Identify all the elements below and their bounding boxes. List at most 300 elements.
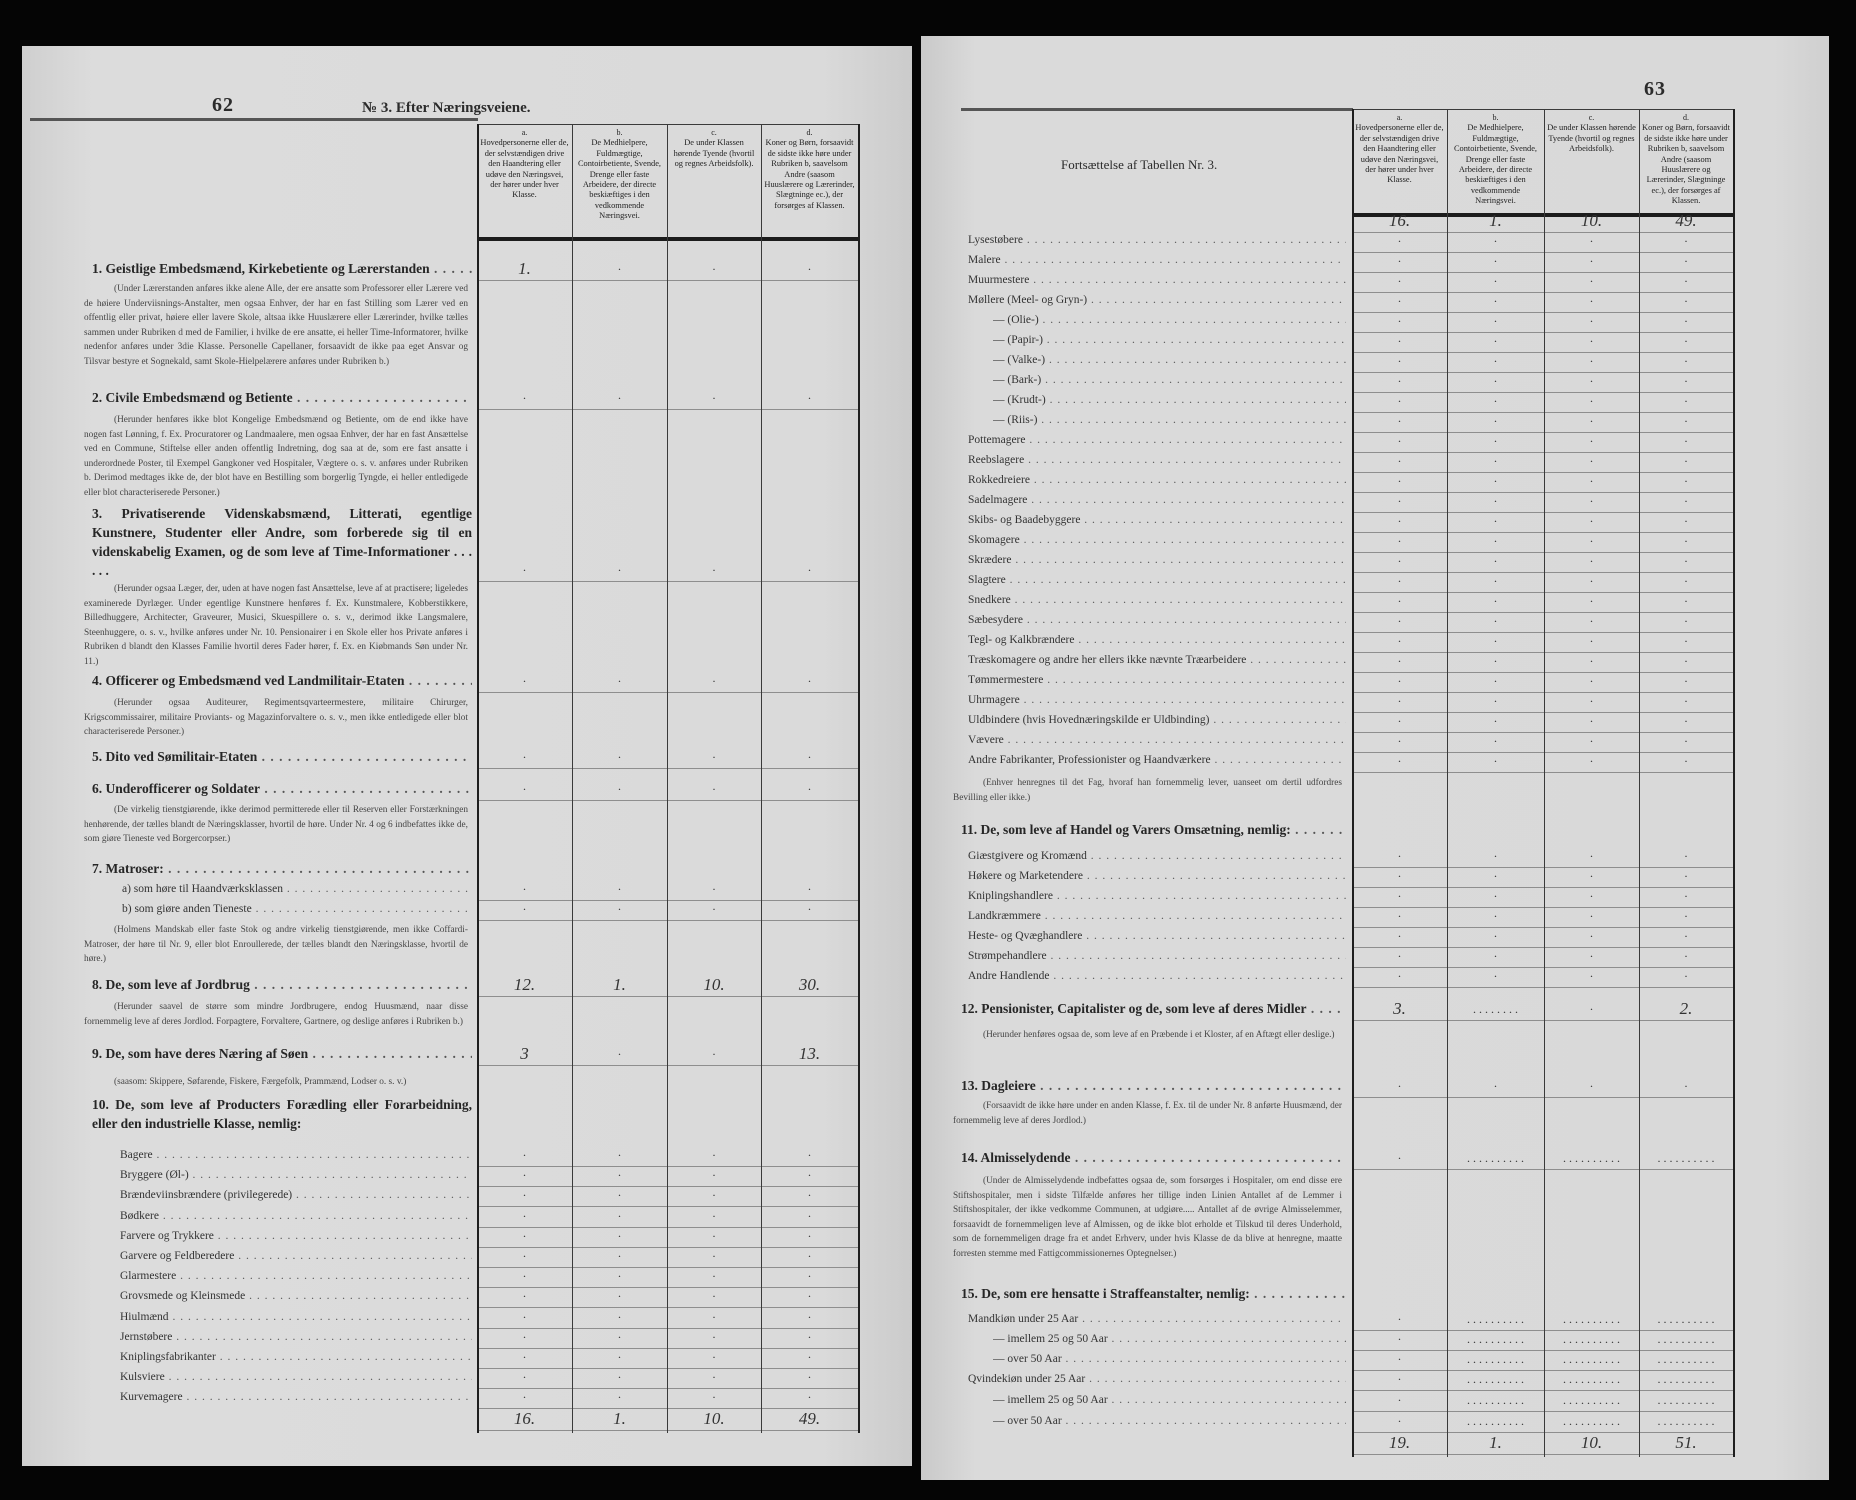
row-rule — [1352, 1097, 1733, 1098]
value-cell-d: · — [807, 1229, 812, 1243]
value-cell-c: · — [712, 1188, 716, 1202]
value-cell-d: . . . . . . . . . . — [1657, 1393, 1715, 1407]
value-cell-c: · — [1589, 889, 1594, 903]
row-label: Jernstøbere . . . — [120, 1328, 472, 1346]
value-cell-a: 19. — [1388, 1433, 1411, 1452]
value-cell-b: · — [617, 1209, 622, 1223]
row-label: 13. Dagleiere . . . — [961, 1077, 1346, 1095]
value-cell-d: · — [807, 1289, 812, 1303]
value-cell-b: . . . . . . . . . . — [1467, 1414, 1524, 1428]
value-cell-c: · — [1589, 734, 1594, 748]
row-label: 9. De, som have deres Næring af Søen . . . — [92, 1045, 472, 1063]
value-cell-a: · — [1397, 1393, 1402, 1407]
value-cell-d: · — [807, 1390, 812, 1404]
value-cell-a: · — [522, 1330, 527, 1344]
value-cell-d: · — [807, 1209, 812, 1223]
left-page — [22, 46, 912, 1466]
row-note: (Enhver henregnes til det Fag, hvoraf han fornemmelig lever, uanseet om dertil udfordres Bevilling eller ikke.) — [953, 778, 1342, 803]
row-label: 6. Underofficerer og Soldater . . . — [92, 780, 472, 798]
row-note: (Herunder ogsaa Auditeurer, Regimentsqvarteermestere, militaire Chirurger, Krigscommissairer, militaire Proviants- og Magazinforvaltere o. s. v., men ikke entledigede eller blot characteriserede Personer.) — [84, 698, 468, 738]
value-cell-d: 2. — [1679, 999, 1693, 1018]
value-cell-a: 3. — [1393, 999, 1406, 1018]
value-cell-d: · — [807, 902, 812, 916]
header-divider — [477, 237, 860, 241]
value-cell-c: . . . . . . . . . . — [1563, 1372, 1620, 1386]
row-label: Brændeviinsbrændere (privilegerede) . . . — [120, 1186, 472, 1204]
value-cell-a: 1. — [518, 259, 531, 278]
value-cell-c: . . . . . . . . . . — [1563, 1393, 1620, 1407]
value-cell-a: · — [522, 1289, 527, 1303]
value-cell-b: · — [1493, 694, 1498, 708]
value-cell-c: 10. — [1580, 211, 1603, 230]
row-label: Strømpehandlere . . . — [968, 947, 1346, 965]
value-cell-d: · — [1684, 889, 1688, 903]
column-letter: a. — [1396, 113, 1403, 122]
row-label: — (Riis-) . . . — [993, 411, 1346, 429]
value-cell-b: · — [617, 1370, 622, 1384]
value-cell-d: · — [1684, 254, 1688, 268]
column-header-text: Koner og Børn, forsaavidt de sidste ikke høre under Rubriken b, saavelsom Andre (saasom Huuslærere og Lærerinder, Slægtninge ec.), der forsørges af Klassen. — [1642, 123, 1730, 206]
row-label: Tegl- og Kalkbrændere . . . — [968, 631, 1346, 649]
value-cell-b: . . . . . . . . . . — [1467, 1312, 1524, 1326]
row-label: 15. De, som ere hensatte i Straffeanstalter, nemlig: . . . — [961, 1285, 1346, 1303]
value-cell-b: · — [617, 882, 622, 896]
value-cell-d: · — [1684, 514, 1688, 528]
value-cell-a: · — [1397, 594, 1402, 608]
column-letter: a. — [521, 128, 528, 137]
value-cell-b: · — [1493, 234, 1498, 248]
value-cell-c: . . . . . . . . . . — [1563, 1312, 1620, 1326]
value-cell-c: · — [1589, 474, 1594, 488]
value-cell-d: · — [1684, 1079, 1688, 1093]
value-cell-b: · — [1493, 514, 1498, 528]
row-label: Uldbindere (hvis Hovednæringskilde er Uldbinding) . . . — [968, 711, 1346, 729]
value-cell-b: . . . . . . . . . . — [1467, 1151, 1524, 1165]
value-cell-d: · — [1684, 949, 1688, 963]
value-cell-c: . . . . . . . . . . — [1563, 1414, 1620, 1428]
row-label: 4. Officerer og Embedsmænd ved Landmilitair-Etaten . . . — [92, 672, 472, 690]
row-note: (Holmens Mandskab eller faste Stok og andre virkelig tienstgiørende, men ikke Coffardi-Matroser, der høre til Nr. 9, eller blot Enroullerede, der tælles blandt den Næringsklasse, hvortil de høre.) — [84, 925, 468, 965]
row-label: 2. Civile Embedsmænd og Betiente . . . — [92, 389, 472, 407]
value-cell-a: · — [1397, 314, 1402, 328]
value-cell-c: · — [712, 1390, 716, 1404]
value-cell-b: · — [617, 750, 622, 764]
value-cell-a: · — [1397, 434, 1402, 448]
column-letter: b. — [616, 128, 623, 137]
value-cell-b: · — [1493, 414, 1498, 428]
row-label: Træskomagere og andre her ellers ikke nævnte Træarbeidere . . . — [968, 651, 1346, 669]
value-cell-a: · — [522, 563, 527, 577]
value-cell-d: · — [1684, 294, 1688, 308]
row-label: Malere . . . — [968, 251, 1346, 269]
value-cell-b: · — [1493, 674, 1498, 688]
value-cell-b: · — [617, 902, 622, 916]
value-cell-b: · — [1493, 849, 1498, 863]
row-label: Andre Fabrikanter, Professionister og Haandværkere . . . — [968, 751, 1346, 769]
value-cell-b: 1. — [613, 1409, 626, 1428]
row-label: 14. Almisselydende . . . — [961, 1149, 1346, 1167]
value-cell-c: · — [1589, 849, 1594, 863]
value-cell-a: · — [1397, 494, 1402, 508]
column-header-text: De under Klassen hørende Tyende (hvortil og regnes Arbeidsfolk). — [1547, 123, 1636, 154]
value-cell-d: · — [1684, 674, 1688, 688]
value-cell-a: · — [1397, 1151, 1402, 1165]
column-letter: d. — [806, 128, 813, 137]
right-page — [921, 36, 1829, 1480]
value-cell-c: · — [1589, 414, 1594, 428]
value-cell-b: · — [1493, 634, 1498, 648]
value-cell-d: · — [807, 1188, 812, 1202]
value-cell-d: · — [1684, 734, 1688, 748]
value-cell-c: · — [712, 1209, 716, 1223]
row-rule — [1352, 1454, 1733, 1455]
value-cell-d: · — [1684, 354, 1688, 368]
value-cell-a: · — [522, 882, 527, 896]
value-cell-d: · — [1684, 694, 1688, 708]
top-rule — [961, 108, 1353, 111]
value-cell-a: · — [522, 1249, 527, 1263]
value-cell-a: · — [1397, 949, 1402, 963]
value-cell-c: · — [712, 1330, 716, 1344]
value-cell-d: · — [1684, 654, 1688, 668]
value-cell-b: 1. — [1489, 1433, 1502, 1452]
column-letter: c. — [1588, 113, 1595, 122]
column-header-text: De Medhielpere, Fuldmægtige, Contoirbetiente, Svende, Drenge eller faste Arbeidere, der directe beskiæftiges i den vedkommende Næringsvei. — [577, 138, 662, 221]
value-cell-b: · — [617, 1249, 622, 1263]
value-cell-c: · — [1589, 594, 1594, 608]
row-label: Uhrmagere . . . — [968, 691, 1346, 709]
value-cell-a: · — [1397, 474, 1402, 488]
row-label: — (Krudt-) . . . — [993, 391, 1346, 409]
value-cell-a: · — [522, 1370, 527, 1384]
value-cell-c: · — [712, 1168, 716, 1182]
value-cell-a: · — [1397, 869, 1402, 883]
value-cell-d: 13. — [798, 1044, 821, 1063]
table-number: № 3. — [362, 100, 393, 116]
row-label: Tømmermestere . . . — [968, 671, 1346, 689]
value-cell-d: · — [807, 1148, 812, 1162]
column-letter: b. — [1492, 113, 1499, 122]
page-number: 62 — [212, 94, 234, 116]
value-cell-b: · — [617, 1269, 622, 1283]
row-label: Grovsmede og Kleinsmede . . . — [120, 1287, 472, 1305]
value-cell-b: · — [617, 563, 622, 577]
value-cell-d: · — [807, 750, 812, 764]
value-cell-d: · — [1684, 969, 1688, 983]
value-cell-b: . . . . . . . . . . — [1467, 1332, 1524, 1346]
row-label: Hiulmænd . . . — [120, 1308, 472, 1326]
value-cell-a: · — [1397, 294, 1402, 308]
value-cell-c: · — [1589, 1002, 1594, 1016]
value-cell-a: · — [1397, 1079, 1402, 1093]
value-cell-b: · — [1493, 949, 1498, 963]
value-cell-b: . . . . . . . . — [1473, 1002, 1518, 1016]
value-cell-b: · — [1493, 374, 1498, 388]
column-divider — [572, 124, 573, 1433]
value-cell-c: · — [1589, 454, 1594, 468]
value-cell-b: · — [617, 1390, 622, 1404]
row-note: (Herunder ogsaa Læger, der, uden at have nogen fast Ansættelse, leve af at practisere; ligeledes examinerede Dyrlæger. Under egentlige Kunstnere henføres f. Ex. Kunstmalere, Kobberstikkere, Billedhuggere, Architecter, Graveurer, Musici, Skuespillere o. s. v., derimod ikke Langsmalere, Steenhuggere, o. s. v., hvilke anføres under Nr. 10. Pensionairer i en Skole eller hos Private anføres i Rubriken d blandt den Klasses Familie hvortil deres Fader hører, f. Ex. en Kiøbmands Søn under Nr. 11.) — [84, 584, 468, 667]
value-cell-c: · — [1589, 314, 1594, 328]
value-cell-a: · — [1397, 694, 1402, 708]
value-cell-b: · — [617, 674, 622, 688]
value-cell-d: . . . . . . . . . . — [1657, 1312, 1715, 1326]
column-divider — [1544, 109, 1545, 1457]
value-cell-d: · — [1684, 314, 1688, 328]
value-cell-c: · — [712, 1148, 716, 1162]
value-cell-a: · — [522, 1188, 527, 1202]
column-divider — [858, 124, 860, 1433]
row-label: Lysestøbere . . . — [968, 231, 1346, 249]
value-cell-c: · — [1589, 634, 1594, 648]
value-cell-a: · — [1397, 414, 1402, 428]
value-cell-d: · — [1684, 754, 1688, 768]
value-cell-b: · — [1493, 594, 1498, 608]
value-cell-c: · — [1589, 374, 1594, 388]
value-cell-c: · — [712, 391, 716, 405]
column-header-b — [575, 128, 664, 235]
value-cell-c: · — [712, 262, 716, 276]
row-note: (Herunder henføres ikke blot Kongelige Embedsmænd og Betiente, om de end ikke have nogen fast Lønning, f. Ex. Procuratorer og Landmaalere, men ogsaa Enhver, der har en fast Ansættelse ved en Commune, Stiftelse eller anden offentlig Indretning, dog saa at de, som ere fast ansatte i underordnede Poster, til Exempel Gangkoner ved Hospitaler, Vægtere o. s. v. anføres under Rubriken b. Derimod medtages ikke de, der blot have en Bestilling som borgerlig Tyngde, ei heller entledigede eller blot characteriserede Personer.) — [84, 415, 468, 498]
row-rule — [1352, 772, 1733, 773]
value-cell-c: . . . . . . . . . . — [1563, 1352, 1620, 1366]
value-cell-c: · — [712, 782, 716, 796]
table-top-border — [1352, 109, 1733, 110]
value-cell-c: · — [712, 1269, 716, 1283]
value-cell-b: · — [1493, 714, 1498, 728]
value-cell-a: · — [522, 1168, 527, 1182]
value-cell-c: · — [1589, 614, 1594, 628]
value-cell-b: · — [1493, 274, 1498, 288]
value-cell-b: · — [1493, 254, 1498, 268]
column-divider — [477, 124, 479, 1433]
column-header-d — [764, 128, 855, 235]
value-cell-c: . . . . . . . . . . — [1563, 1332, 1620, 1346]
row-label: Andre Handlende . . . — [968, 967, 1346, 985]
value-cell-c: · — [712, 1370, 716, 1384]
value-cell-c: · — [1589, 394, 1594, 408]
value-cell-c: · — [1589, 534, 1594, 548]
value-cell-a: · — [1397, 614, 1402, 628]
value-cell-b: · — [1493, 554, 1498, 568]
row-label: Muurmestere . . . — [968, 271, 1346, 289]
value-cell-a: · — [522, 1148, 527, 1162]
column-header-text: Koner og Børn, forsaavidt de sidste ikke høre under Rubriken b, saavelsom Andre (saasom Huuslærere og Lærerinder, Slægtninge ec.), der forsørges af Klassen. — [764, 138, 855, 210]
row-rule — [1352, 987, 1733, 988]
row-label: 1. Geistlige Embedsmænd, Kirkebetiente og Lærerstanden . . . — [92, 260, 472, 278]
value-cell-c: · — [1589, 574, 1594, 588]
value-cell-d: · — [1684, 234, 1688, 248]
value-cell-a: · — [1397, 534, 1402, 548]
value-cell-a: · — [522, 1390, 527, 1404]
value-cell-a: · — [1397, 454, 1402, 468]
column-letter: d. — [1683, 113, 1689, 122]
value-cell-c: · — [1589, 869, 1594, 883]
value-cell-b: · — [1493, 909, 1498, 923]
row-label: — imellem 25 og 50 Aar . . . — [993, 1391, 1346, 1409]
value-cell-b: · — [1493, 454, 1498, 468]
value-cell-d: · — [1684, 714, 1688, 728]
value-cell-d: · — [1684, 474, 1688, 488]
value-cell-d: · — [1684, 414, 1688, 428]
value-cell-a: · — [1397, 1414, 1402, 1428]
value-cell-b: · — [1493, 354, 1498, 368]
value-cell-c: · — [712, 1229, 716, 1243]
row-label: Giæstgivere og Kromænd . . . — [968, 847, 1346, 865]
value-cell-d: 49. — [798, 1409, 821, 1428]
value-cell-b: · — [1493, 889, 1498, 903]
value-cell-c: · — [712, 1289, 716, 1303]
value-cell-b: · — [1493, 474, 1498, 488]
value-cell-d: · — [1684, 434, 1688, 448]
value-cell-c: · — [712, 674, 716, 688]
value-cell-a: · — [1397, 234, 1402, 248]
value-cell-b: · — [1493, 614, 1498, 628]
row-label: Heste- og Qvæghandlere . . . — [968, 927, 1346, 945]
value-cell-b: · — [1493, 734, 1498, 748]
value-cell-d: · — [1684, 929, 1688, 943]
value-cell-a: · — [1397, 274, 1402, 288]
value-cell-b: · — [1493, 294, 1498, 308]
row-label: — (Valke-) . . . — [993, 351, 1346, 369]
value-cell-b: · — [617, 1310, 622, 1324]
value-cell-a: · — [1397, 734, 1402, 748]
row-label: a) som høre til Haandværksklassen . . . — [122, 880, 472, 898]
column-header-c — [670, 128, 758, 235]
value-cell-d: · — [807, 391, 812, 405]
value-cell-a: · — [1397, 909, 1402, 923]
row-label: — (Bark-) . . . — [993, 371, 1346, 389]
value-cell-d: · — [1684, 554, 1688, 568]
value-cell-b: · — [1493, 1079, 1498, 1093]
column-divider — [1352, 109, 1354, 1457]
value-cell-a: · — [1397, 1372, 1402, 1386]
value-cell-c: · — [1589, 554, 1594, 568]
value-cell-c: · — [712, 882, 716, 896]
value-cell-d: · — [1684, 374, 1688, 388]
value-cell-d: · — [1684, 494, 1688, 508]
row-label: — (Olie-) . . . — [993, 311, 1346, 329]
value-cell-c: · — [712, 1047, 716, 1061]
row-label: 7. Matroser: . . . — [92, 860, 472, 878]
row-label: — over 50 Aar . . . — [993, 1350, 1346, 1368]
value-cell-d: · — [807, 1370, 812, 1384]
row-label: — (Papir-) . . . — [993, 331, 1346, 349]
value-cell-c: · — [712, 1310, 716, 1324]
value-cell-a: · — [1397, 634, 1402, 648]
column-header-text: Hovedpersonerne eller de, der selvstændigen drive den Haandtering eller udøve den Næringsvei, der hører under hver Klasse. — [1355, 123, 1444, 185]
row-label: Skrædere . . . — [968, 551, 1346, 569]
row-label: Slagtere . . . — [968, 571, 1346, 589]
value-cell-a: · — [522, 1310, 527, 1324]
row-note: (De virkelig tienstgiørende, ikke derimod permitterede eller til Reserven eller Forstærkningen henhørende, der tælles blandt de Næringsklasser, hvortil de høre. Under Nr. 4 og 6 indbefattes ikke de, som giøre Tieneste ved Borgercorpser.) — [84, 805, 468, 845]
value-cell-c: · — [712, 563, 716, 577]
value-cell-b: · — [1493, 434, 1498, 448]
value-cell-d: · — [1684, 594, 1688, 608]
value-cell-b: · — [617, 391, 622, 405]
row-label: 11. De, som leve af Handel og Varers Omsætning, nemlig: . . . — [961, 821, 1346, 839]
row-label: 3. Privatiserende Videnskabsmænd, Litterati, egentlige Kunstnere, Studenter eller Andre, som forberede sig til en videnskabelig Examen, og de som leve af Time-Informationer . . . . . . — [92, 506, 472, 578]
value-cell-a: · — [1397, 374, 1402, 388]
value-cell-b: · — [617, 1330, 622, 1344]
value-cell-c: · — [1589, 969, 1594, 983]
column-header-b — [1450, 113, 1541, 211]
row-label: Kurvemagere . . . — [120, 1388, 472, 1406]
value-cell-b: · — [617, 1229, 622, 1243]
value-cell-a: · — [1397, 889, 1402, 903]
value-cell-a: · — [1397, 574, 1402, 588]
value-cell-b: · — [1493, 534, 1498, 548]
value-cell-a: · — [522, 674, 527, 688]
value-cell-a: · — [522, 1269, 527, 1283]
value-cell-d: · — [807, 1249, 812, 1263]
value-cell-c: · — [1589, 234, 1594, 248]
value-cell-a: · — [1397, 394, 1402, 408]
value-cell-d: 30. — [798, 975, 821, 994]
value-cell-a: · — [1397, 354, 1402, 368]
value-cell-a: · — [522, 1350, 527, 1364]
row-label: Sadelmagere . . . — [968, 491, 1346, 509]
column-header-text: De Medhielpere, Fuldmægtige, Contoirbetiente, Svende, Drenge eller faste Arbeidere, der directe beskiæftiges i den vedkommende Næringsvei. — [1453, 123, 1538, 206]
value-cell-a: · — [522, 1209, 527, 1223]
value-cell-c: · — [1589, 909, 1594, 923]
value-cell-c: · — [1589, 674, 1594, 688]
row-label: Skomagere . . . — [968, 531, 1346, 549]
value-cell-a: · — [1397, 254, 1402, 268]
row-note: (Herunder saavel de større som mindre Jordbrugere, endog Huusmænd, naar disse fornemmelig leve af deres Jordlod. Forpagtere, Forvaltere, Gartnere, og deslige anføres i Rubriken b.) — [84, 1002, 468, 1027]
value-cell-b: · — [617, 1188, 622, 1202]
value-cell-a: · — [522, 391, 527, 405]
value-cell-c: · — [1589, 334, 1594, 348]
value-cell-d: . . . . . . . . . . — [1657, 1151, 1715, 1165]
column-divider — [761, 124, 762, 1433]
column-divider — [1733, 109, 1735, 1457]
row-label: 10. De, som leve af Producters Forædling eller Forarbeidning, eller den industrielle Klasse, nemlig: — [92, 1097, 472, 1131]
value-cell-a: · — [1397, 849, 1402, 863]
row-label: Rokkedreiere . . . — [968, 471, 1346, 489]
value-cell-c: · — [1589, 514, 1594, 528]
page-number: 63 — [1644, 78, 1666, 100]
value-cell-a: · — [1397, 929, 1402, 943]
row-rule — [1352, 1169, 1733, 1170]
value-cell-b: · — [1493, 754, 1498, 768]
value-cell-a: · — [1397, 514, 1402, 528]
row-note: (Forsaavidt de ikke høre under en anden Klasse, f. Ex. til de under Nr. 8 anførte Huusmænd, der fornemmelig leve af deres Jordlod.) — [953, 1101, 1342, 1126]
value-cell-a: 16. — [1388, 211, 1411, 230]
row-label: Kniplingshandlere . . . — [968, 887, 1346, 905]
column-header-a — [1355, 113, 1444, 211]
value-cell-c: · — [1589, 949, 1594, 963]
value-cell-a: · — [1397, 554, 1402, 568]
row-label: Landkræmmere . . . — [968, 907, 1346, 925]
value-cell-b: · — [617, 782, 622, 796]
row-label: Bødkere . . . — [120, 1207, 472, 1225]
value-cell-b: · — [617, 1047, 622, 1061]
value-cell-d: · — [1684, 454, 1688, 468]
row-label: 8. De, som leve af Jordbrug . . . — [92, 976, 472, 994]
value-cell-d: · — [807, 882, 812, 896]
value-cell-d: · — [807, 563, 812, 577]
row-label: Høkere og Marketendere . . . — [968, 867, 1346, 885]
value-cell-c: . . . . . . . . . . — [1563, 1151, 1620, 1165]
value-cell-c: · — [1589, 714, 1594, 728]
value-cell-d: . . . . . . . . . . — [1657, 1414, 1715, 1428]
value-cell-b: . . . . . . . . . . — [1467, 1352, 1524, 1366]
row-note: (Under Lærerstanden anføres ikke alene Alle, der ere ansatte som Professorer eller Lærere ved de høiere Underviisnings-Anstalter, men ogsaa Enhver, der har en fast Stilling som Lærer ved en offentlig eller privat, høiere eller lavere Skole, altsaa ikke Huuslærere eller Lærerinder, hvilke tælles sammen under Rubriken d med de Familier, i hvilke de ere ansatte, ei heller Time-Informatorer, hvilke nedenfor anføres under 3die Klasse. Personelle Capellaner, forsaavidt de ikke paa eget Ansvar og Tilsvar bestyre et Sognekald, samt Skole-Hielpelærere anføres under Rubriken b.) — [84, 284, 468, 367]
value-cell-b: · — [1493, 394, 1498, 408]
value-cell-b: · — [617, 1168, 622, 1182]
value-cell-b: · — [1493, 929, 1498, 943]
